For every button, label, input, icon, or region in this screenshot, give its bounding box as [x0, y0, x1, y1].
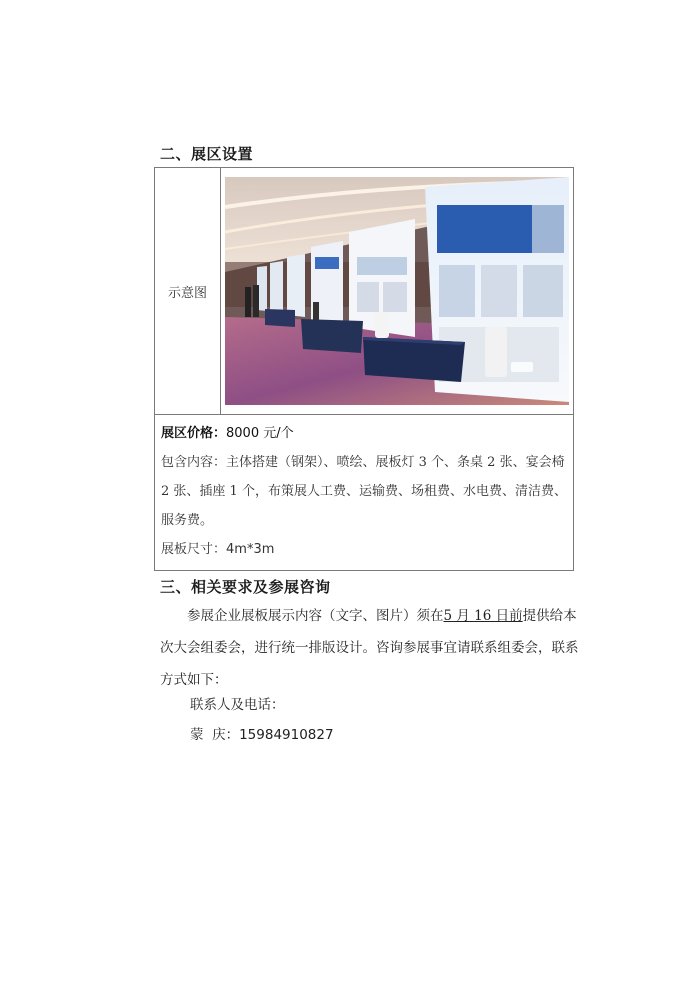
- size-value: 4m*3m: [226, 542, 275, 557]
- contact-name: 蒙 庆：: [190, 727, 240, 743]
- price-label: 展区价格：: [161, 426, 227, 441]
- requirements-text-before: 参展企业展板展示内容（文字、图片）须在: [187, 608, 444, 624]
- price-line: [161, 419, 567, 448]
- requirements-deadline: 5 月 16 日前: [443, 608, 523, 624]
- contact-phone: 15984910827: [239, 727, 334, 743]
- section-title-booth: 二、展区设置: [160, 145, 254, 163]
- booth-info-cell: [155, 415, 574, 571]
- size-label: 展板尺寸：: [161, 542, 227, 557]
- requirements-text-after: 提供给本次大会组委会，进行统一排版设计。咨询参展事宜请联系组委会，联系方式如下：: [160, 608, 579, 688]
- includes-text: 包含内容：主体搭建（钢架）、喷绘、展板灯 3 个、条桌 2 张、宴会椅 2 张、插座 1 个，布策展人工费、运输费、场租费、水电费、清洁费、服务费。: [161, 455, 567, 528]
- image-cell: [221, 168, 574, 415]
- requirements-paragraph: [160, 600, 580, 696]
- exhibition-photo: [225, 177, 569, 405]
- price-value: 8000 元/个: [226, 426, 294, 441]
- contact-line: [190, 723, 334, 743]
- contact-label: 联系人及电话：: [190, 697, 285, 713]
- size-line: [161, 535, 567, 564]
- booth-table: [154, 167, 574, 571]
- image-label-cell: 示意图: [155, 168, 221, 415]
- section-title-requirements: 三、相关要求及参展咨询: [160, 578, 331, 596]
